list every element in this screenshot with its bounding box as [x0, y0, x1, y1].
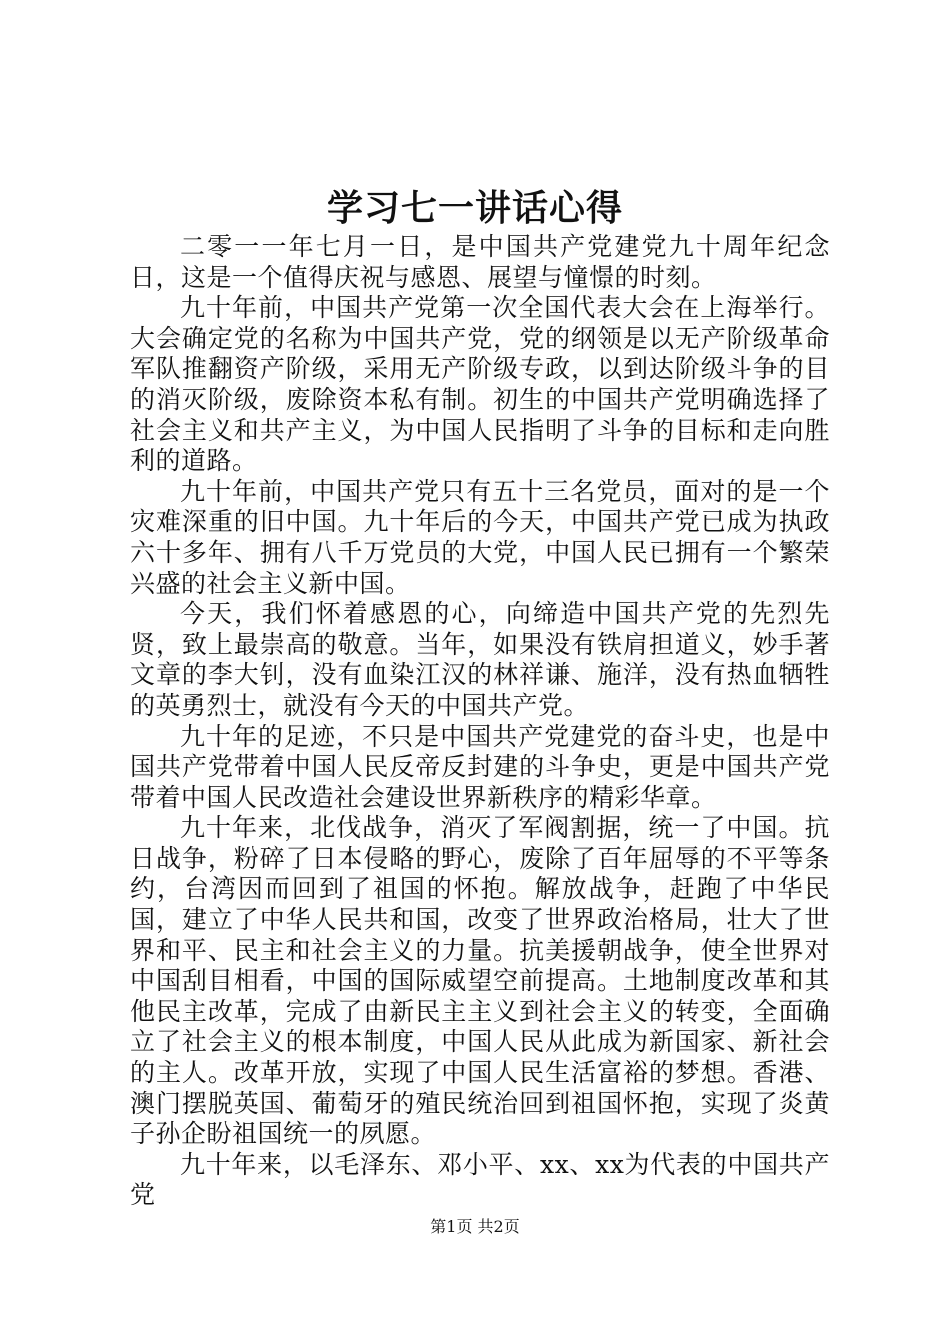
paragraph: 九十年来，北伐战争，消灭了军阀割据，统一了中国。抗日战争，粉碎了日本侵略的野心，废除了百年屈辱的不平等条约，台湾因而回到了祖国的怀抱。解放战争，赶跑了中华民国，建立了中华人民共和国，改变了世界政治格局，壮大了世界和平、民主和社会主义的力量。抗美援朝战争，使全世界对中国刮目相看，中国的国际威望空前提高。土地制度改革和其他民主改革，完成了由新民主主义到社会主义的转变，全面确立了社会主义的根本制度，中国人民从此成为新国家、新社会的主人。改革开放，实现了中国人民生活富裕的梦想。香港、澳门摆脱英国、葡萄牙的殖民统治回到祖国怀抱，实现了炎黄子孙企盼祖国统一的夙愿。	[130, 813, 830, 1149]
paragraph: 九十年前，中国共产党只有五十三名党员，面对的是一个灾难深重的旧中国。九十年后的今天，中国共产党已成为执政六十多年、拥有八千万党员的大党，中国人民已拥有一个繁荣兴盛的社会主义新中国。	[130, 476, 830, 598]
document-body	[130, 232, 830, 1211]
document-title: 学习七一讲话心得	[326, 187, 623, 229]
paragraph: 二零一一年七月一日，是中国共产党建党九十周年纪念日，这是一个值得庆祝与感恩、展望与憧憬的时刻。	[130, 232, 830, 292]
paragraph: 九十年来，以毛泽东、邓小平、xx、xx为代表的中国共产党	[130, 1149, 830, 1210]
paragraph: 九十年的足迹，不只是中国共产党建党的奋斗史，也是中国共产党带着中国人民反帝反封建的斗争史，更是中国共产党带着中国人民改造社会建设世界新秩序的精彩华章。	[130, 721, 830, 812]
page-footer: 第1页 共2页	[430, 1217, 520, 1236]
paragraph: 今天，我们怀着感恩的心，向缔造中国共产党的先烈先贤，致上最崇高的敬意。当年，如果没有铁肩担道义，妙手著文章的李大钊，没有血染江汉的林祥谦、施洋，没有热血牺牲的英勇烈士，就没有今天的中国共产党。	[130, 599, 830, 720]
paragraph: 九十年前，中国共产党第一次全国代表大会在上海举行。大会确定党的名称为中国共产党，党的纲领是以无产阶级革命军队推翻资产阶级，采用无产阶级专政，以到达阶级斗争的目的消灭阶级，废除资本私有制。初生的中国共产党明确选择了社会主义和共产主义，为中国人民指明了斗争的目标和走向胜利的道路。	[130, 293, 830, 476]
